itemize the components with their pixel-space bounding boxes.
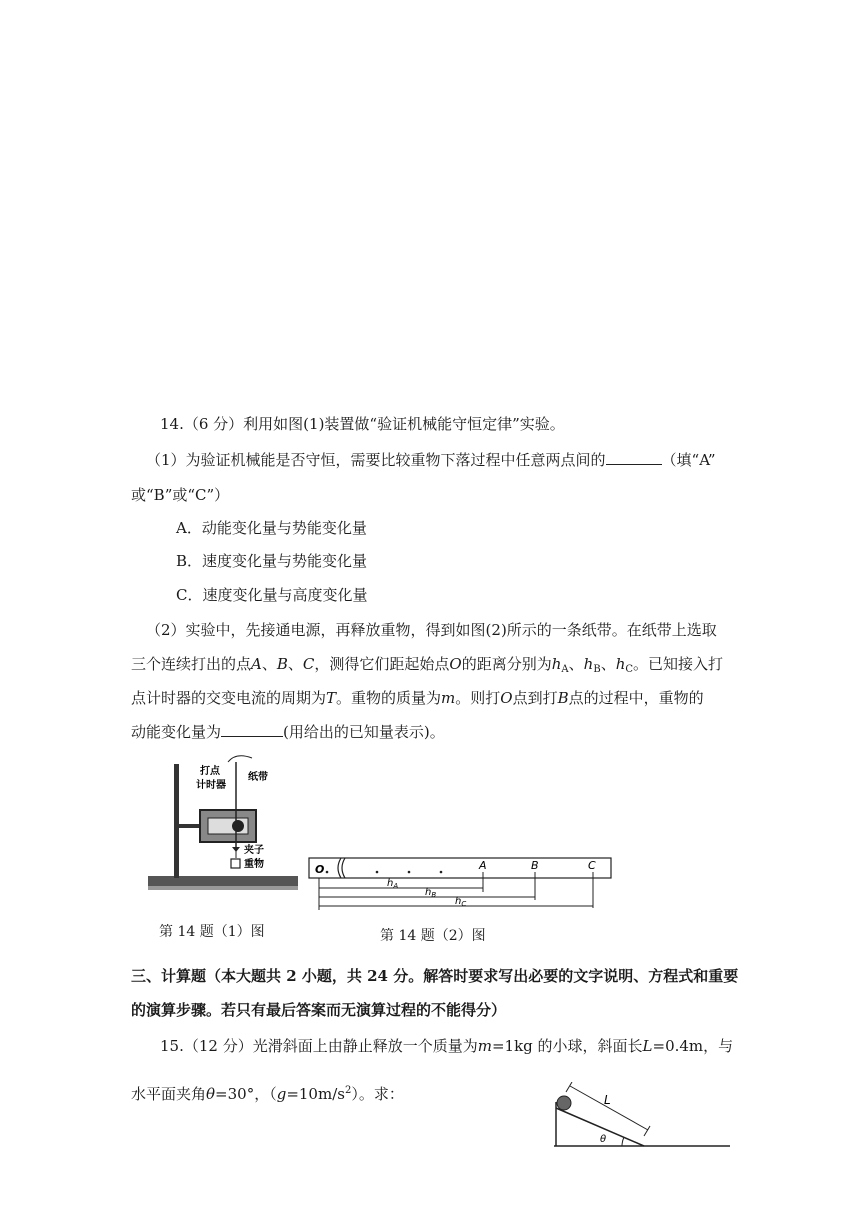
point-a: A [479,859,487,872]
q14-part2-line4: 动能变化量为 (用给出的已知量表示)。 [131,723,445,741]
point-o: O [315,863,325,876]
label-clip: 夹子 [244,845,264,856]
point-b: B [531,859,539,872]
label-l: L [604,1093,611,1107]
answer-blank-2[interactable] [221,722,283,737]
label-hc: $h_C$ [455,896,467,908]
length-tick-2 [644,1126,650,1136]
figure-14-1-caption: 第 14 题（1）图 [159,924,265,940]
q14-heading: 14.（6 分）利用如图(1)装置做“验证机械能守恒定律”实验。 [160,415,565,433]
point-c: C [588,859,596,872]
figure-14-1-apparatus [128,752,308,920]
figure-15-incline [548,1082,734,1154]
q14-part1-line2: 或“B”或“C”） [131,486,230,504]
q14-part1-line1: （1）为验证机械能是否守恒，需要比较重物下落过程中任意两点间的 （填“A” [146,451,716,469]
dot-o [326,871,329,874]
q14-part2-line3: 点计时器的交变电流的周期为T。重物的质量为m。则打O点到打B点的过程中，重物的 [131,689,704,707]
q14-part2-line2: 三个连续打出的点A、B、C，测得它们距起始点O的距离分别为$h_A$、$h_B$、$h_C$。已知接入打 [131,655,724,675]
q15-line1: 15.（12 分）光滑斜面上由静止释放一个质量为m=1kg 的小球，斜面长L=0.4m，与 [160,1037,734,1055]
label-theta: θ [600,1134,607,1145]
q14-part2-line1: （2）实验中，先接通电源，再释放重物，得到如图(2)所示的一条纸带。在纸带上选取 [146,621,717,639]
stand-pole [174,764,179,878]
option-a: A．动能变化量与势能变化量 [176,519,367,537]
figure-14-2-caption: 第 14 题（2）图 [380,928,486,944]
label-weight: 重物 [244,859,264,870]
clip [232,847,240,852]
label-ha: $h_A$ [387,878,399,890]
section-3-heading-line2: 的演算步骤。若只有最后答案而无演算过程的不能得分） [131,1001,507,1019]
tape-top [228,756,252,762]
dot-3 [440,871,443,874]
label-timer-1: 打点 [200,766,220,777]
answer-blank-1[interactable] [606,450,662,465]
base-shadow [148,886,298,890]
angle-arc [622,1137,624,1146]
label-hb: $h_B$ [425,887,437,899]
base-plate [148,876,298,886]
dot-2 [408,871,411,874]
weight-block [231,859,240,868]
ball [557,1096,571,1110]
label-timer-2: 计时器 [196,780,226,791]
label-tape: 纸带 [248,772,268,783]
dot-1 [376,871,379,874]
section-3-heading-line1: 三、计算题（本大题共 2 小题，共 24 分。解答时要求写出必要的文字说明、方程式和重要 [131,967,739,985]
figure-14-2-tape [305,852,615,922]
timer-coil [232,820,244,832]
option-c: C．速度变化量与高度变化量 [176,586,368,604]
q15-line2: 水平面夹角θ=30°，$(g=10m/s^2)$。求： [131,1085,404,1103]
tape-strip [309,858,611,878]
option-b: B．速度变化量与势能变化量 [176,552,368,570]
